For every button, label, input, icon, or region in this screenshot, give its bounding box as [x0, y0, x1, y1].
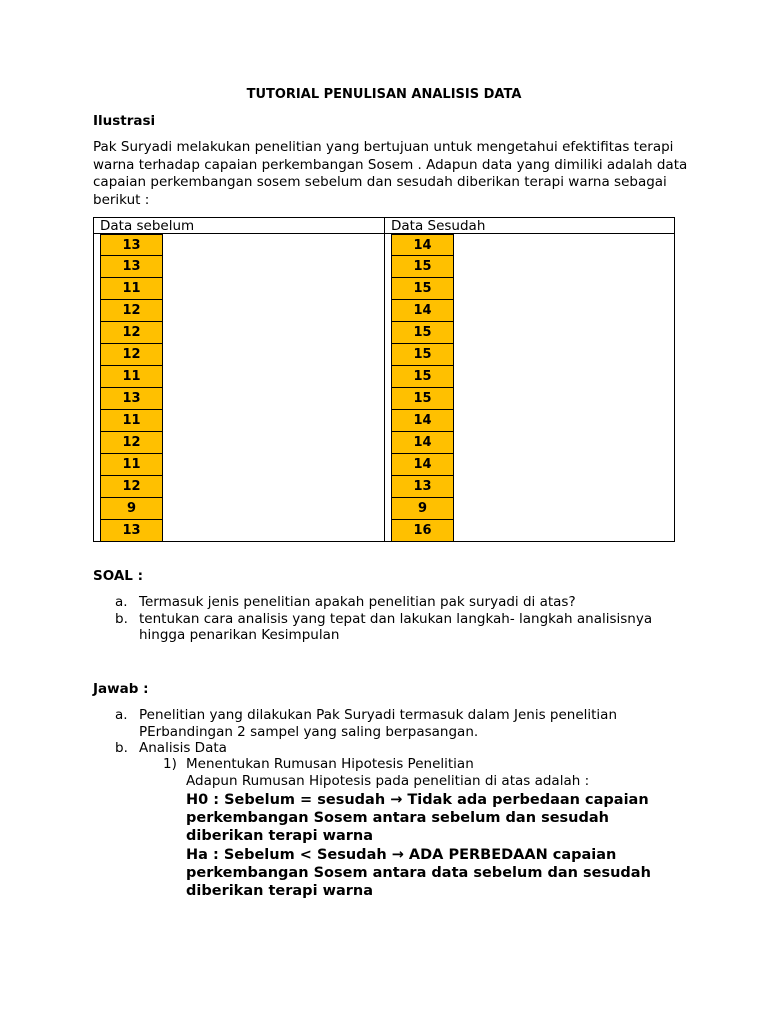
- list-marker: a.: [115, 707, 128, 723]
- after-value-cell: 15: [391, 366, 454, 388]
- list-item: [115, 594, 675, 611]
- hypothesis-ha: Ha : Sebelum < Sesudah → ADA PERBEDAAN capaian perkembangan Sosem antara data sebelum dan sesudah diberikan terapi warna: [186, 847, 651, 899]
- before-value-cell: 12: [100, 300, 163, 322]
- before-value-cell: 12: [100, 322, 163, 344]
- after-value-cell: 14: [391, 300, 454, 322]
- before-value-cell: 13: [100, 256, 163, 278]
- jawab-list: [115, 707, 675, 757]
- before-value-cell: 11: [100, 410, 163, 432]
- before-value-cell: 12: [100, 344, 163, 366]
- column-divider: [384, 218, 385, 541]
- after-value-cell: 14: [391, 234, 454, 256]
- before-value-cell: 11: [100, 278, 163, 300]
- before-value-cell: 13: [100, 520, 163, 542]
- list-item-text: Termasuk jenis penelitian apakah penelitian pak suryadi di atas?: [139, 594, 576, 610]
- after-value-cell: 15: [391, 344, 454, 366]
- after-value-cell: 16: [391, 520, 454, 542]
- list-marker: b.: [115, 610, 128, 627]
- soal-list: [115, 594, 675, 644]
- before-value-cell: 13: [100, 234, 163, 256]
- hypothesis-h0: H0 : Sebelum = sesudah → Tidak ada perbedaan capaian perkembangan Sosem antara sebelum dan sesudah diberikan terapi warna: [186, 792, 649, 844]
- after-values: [391, 234, 454, 542]
- list-marker: a.: [115, 594, 128, 610]
- list-item-text: tentukan cara analisis yang tepat dan lakukan langkah- langkah analisisnya hingga penarikan Kesimpulan: [139, 610, 653, 643]
- list-item-text: Penelitian yang dilakukan Pak Suryadi termasuk dalam Jenis penelitian PErbandingan 2 sampel yang saling berpasangan.: [139, 707, 618, 740]
- before-value-cell: 9: [100, 498, 163, 520]
- before-value-cell: 13: [100, 388, 163, 410]
- list-item: [115, 740, 675, 757]
- ilustrasi-paragraph: Pak Suryadi melakukan penelitian yang bertujuan untuk mengetahui efektifitas terapi warna terhadap capaian perkembangan Sosem . Adapun data yang dimiliki adalah data capaian perkembangan sosem sebelum dan sesudah diberikan terapi warna sebagai berikut :: [93, 139, 688, 208]
- ilustrasi-heading: Ilustrasi: [93, 113, 156, 129]
- data-table: [93, 217, 675, 542]
- after-value-cell: 15: [391, 278, 454, 300]
- before-value-cell: 12: [100, 432, 163, 454]
- after-value-cell: 15: [391, 388, 454, 410]
- step-marker: 1): [163, 756, 177, 772]
- before-column-header: Data sebelum: [100, 218, 195, 234]
- after-value-cell: 15: [391, 322, 454, 344]
- page-title: TUTORIAL PENULISAN ANALISIS DATA: [246, 87, 522, 102]
- step-intro: Adapun Rumusan Hipotesis pada penelitian di atas adalah :: [186, 772, 590, 789]
- list-marker: b.: [115, 740, 128, 756]
- step-1: [163, 756, 663, 789]
- before-value-cell: 12: [100, 476, 163, 498]
- after-column-header: Data Sesudah: [391, 218, 486, 234]
- after-value-cell: 14: [391, 432, 454, 454]
- jawab-heading: Jawab :: [93, 681, 149, 697]
- before-value-cell: 11: [100, 366, 163, 388]
- after-value-cell: 14: [391, 454, 454, 476]
- step-title: Menentukan Rumusan Hipotesis Penelitian: [186, 756, 474, 772]
- list-item: [115, 611, 675, 644]
- list-item: [115, 707, 675, 740]
- list-item-text: Analisis Data: [139, 740, 227, 756]
- soal-heading: SOAL :: [93, 568, 143, 584]
- before-value-cell: 11: [100, 454, 163, 476]
- after-value-cell: 9: [391, 498, 454, 520]
- after-value-cell: 15: [391, 256, 454, 278]
- after-value-cell: 13: [391, 476, 454, 498]
- before-values: [100, 234, 163, 542]
- after-value-cell: 14: [391, 410, 454, 432]
